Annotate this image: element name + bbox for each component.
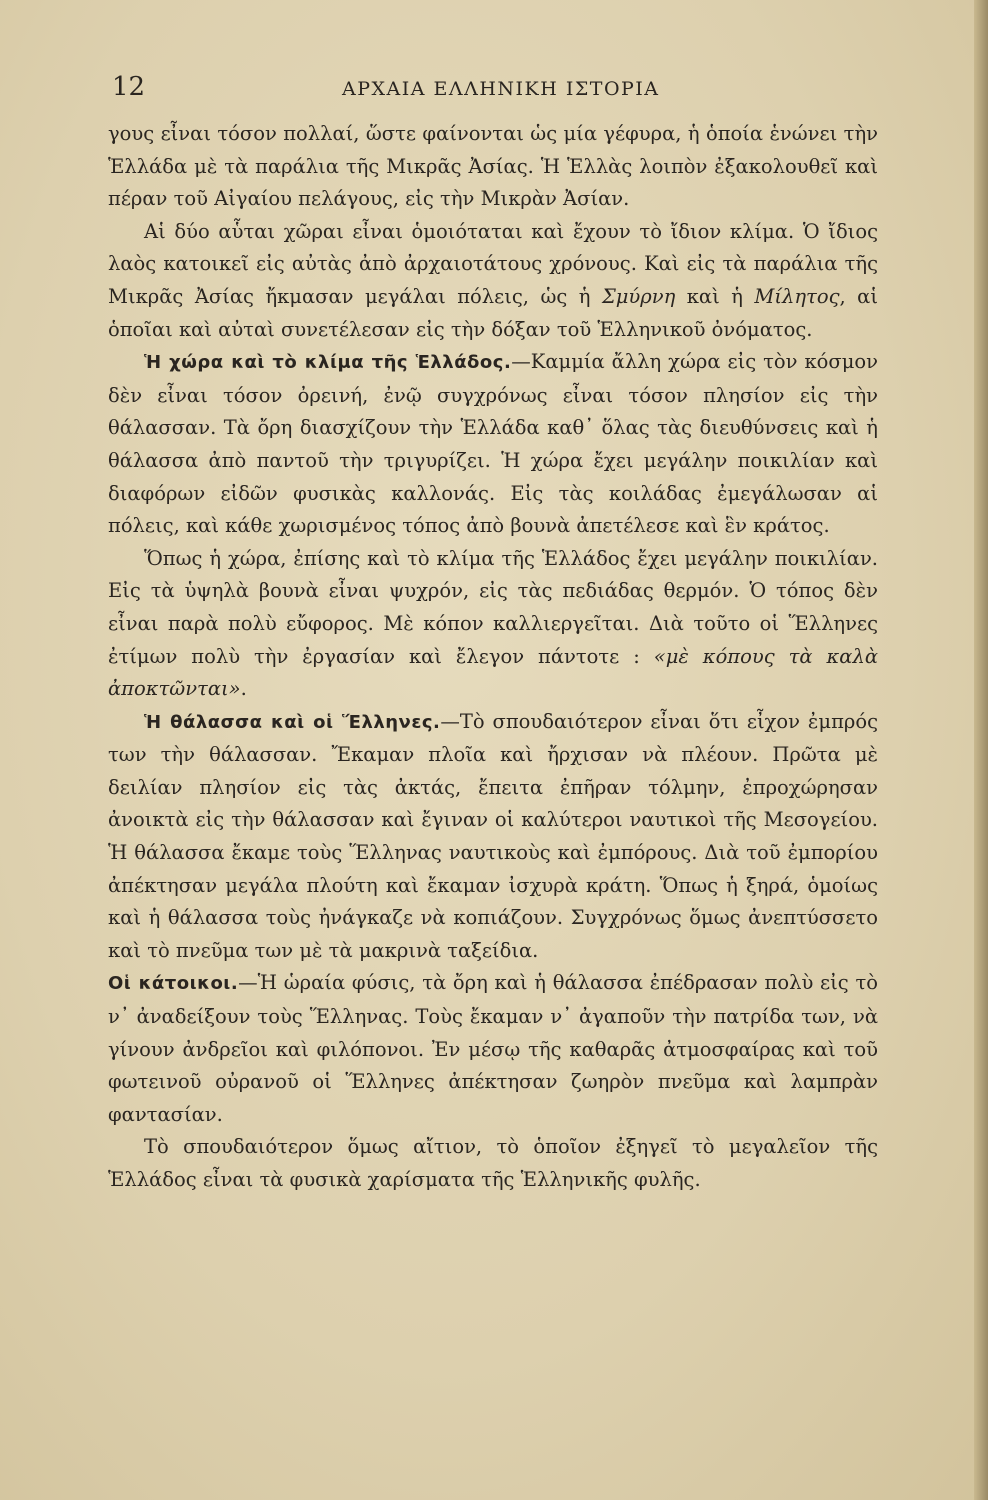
paragraph-3 bbox=[108, 346, 878, 543]
running-title: ΑΡΧΑΙΑ ΕΛΛΗΝΙΚΗ ΙΣΤΟΡΙΑ bbox=[342, 78, 660, 100]
paragraph-1: γους εἶναι τόσον πολλαί, ὥστε φαίνονται ὡς μία γέφυρα, ἡ ὁποία ἑνώνει τὴν Ἑλλάδα μὲ τὰ παράλια τῆς Μικρᾶς Ἀσίας. Ἡ Ἑλλὰς λοιπὸν ἐξακολουθεῖ καὶ πέραν τοῦ Αἰγαίου πελάγους, εἰς τὴν Μικρὰν Ἀσίαν. bbox=[108, 122, 878, 211]
paragraph-7: Τὸ σπουδαιότερον ὅμως αἴτιον, τὸ ὁποῖον ἐξηγεῖ τὸ μεγαλεῖον τῆς Ἑλλάδος εἶναι τὰ φυσικὰ χαρίσματα τῆς Ἑλληνικῆς φυλῆς. bbox=[108, 1135, 878, 1191]
paragraph-5-text: —Τὸ σπουδαιότερον εἶναι ὅτι εἶχον ἐμπρός των τὴν θάλασσαν. Ἔκαμαν πλοῖα καὶ ἤρχισαν νὰ πλέουν. Πρῶτα μὲ δειλίαν πλησίον εἰς τὰς ἀκτάς, ἔπειτα ἐπῆραν τόλμην, ἐπροχώρησαν ἀνοικτὰ εἰς τὴν θάλασσαν καὶ ἔγιναν οἱ καλύτεροι ναυτικοὶ τῆς Μεσογείου. Ἡ θάλασσα ἔκαμε τοὺς Ἕλληνας ναυτικοὺς καὶ ἐμπόρους. Διὰ τοῦ ἐμπορίου ἀπέκτησαν μεγάλα πλούτη καὶ ἔκαμαν ἰσχυρὰ κράτη. Ὅπως ἡ ξηρά, ὁμοίως καὶ ἡ θάλασσα τοὺς ἠνάγκαζε νὰ κοπιάζουν. Συγχρόνως ὅμως ἀνεπτύσσετο καὶ τὸ πνεῦμα των μὲ τὰ μακρινὰ ταξείδια. bbox=[108, 709, 879, 962]
place-name-smyrni: Σμύρνη bbox=[601, 284, 676, 308]
paragraph-2-text-c: , αἱ ὁποῖαι καὶ αὐταὶ συνετέλεσαν εἰς τὴν δόξαν τοῦ Ἑλληνικοῦ ὀνόματος. bbox=[108, 284, 878, 341]
paragraph-3-text: —Καμμία ἄλλη χώρα εἰς τὸν κόσμον δὲν εἶναι τόσον ὀρεινή, ἐνῷ συγχρόνως εἶναι τόσον πλησίον εἰς τὴν θάλασσαν. Τὰ ὄρη διασχίζουν τὴν Ἑλλάδα καθ᾽ ὅλας τὰς διευθύνσεις καὶ ἡ θάλασσα ἀπὸ παντοῦ τὴν τριγυρίζει. Ἡ χώρα ἔχει μεγάλην ποικιλίαν καὶ διαφόρων εἰδῶν φυσικὰς καλλονάς. Εἰς τὰς κοιλάδας ἐμεγάλωσαν αἱ πόλεις, καὶ κάθε χωρισμένος τόπος ἀπὸ βουνὰ ἀπετέλεσε καὶ ἓν κράτος. bbox=[108, 350, 878, 538]
paragraph-2 bbox=[108, 216, 878, 346]
proverb-quote: «μὲ κόπους τὰ καλὰ ἀποκτῶνται» bbox=[108, 644, 878, 701]
paragraph-4 bbox=[108, 543, 878, 706]
page-header bbox=[112, 72, 882, 112]
section-heading-sea: Ἡ θάλασσα καὶ οἱ Ἕλληνες. bbox=[144, 711, 441, 733]
paragraph-2-text-b: καὶ ἡ bbox=[675, 284, 755, 308]
page-body bbox=[108, 118, 878, 1197]
page-edge bbox=[974, 0, 988, 1500]
paragraph-6 bbox=[108, 967, 878, 1131]
paragraph-5 bbox=[108, 706, 878, 968]
paragraph-2-text-a: Αἱ δύο αὗται χῶραι εἶναι ὁμοιόταται καὶ ἔχουν τὸ ἴδιον κλίμα. Ὁ ἴδιος λαὸς κατοικεῖ εἰς αὐτὰς ἀπὸ ἀρχαιοτάτους χρόνους. Καὶ εἰς τὰ παράλια τῆς Μικρᾶς Ἀσίας ἤκμασαν μεγάλαι πόλεις, ὡς ἡ bbox=[108, 219, 878, 308]
paragraph-4-text: Ὅπως ἡ χώρα, ἐπίσης καὶ τὸ κλίμα τῆς Ἑλλάδος ἔχει μεγάλην ποικιλίαν. Εἰς τὰ ὑψηλὰ βουνὰ εἶναι ψυχρόν, εἰς τὰς πεδιάδας θερμόν. Ὁ τόπος δὲν εἶναι παρὰ πολὺ εὔφορος. Μὲ κόπον καλλιεργεῖται. Διὰ τοῦτο οἱ Ἕλληνες ἐτίμων πολὺ τὴν ἐργασίαν καὶ ἔλεγον πάντοτε : bbox=[108, 546, 878, 668]
paragraph-4-end: . bbox=[240, 677, 247, 701]
page-number: 12 bbox=[112, 72, 146, 102]
paragraph-6-text: —Ἡ ὡραία φύσις, τὰ ὄρη καὶ ἡ θάλασσα ἐπέδρασαν πολὺ εἰς τὸ ν᾽ ἀναδείξουν τοὺς Ἕλληνας. Τοὺς ἔκαμαν ν᾽ ἀγαποῦν τὴν πατρίδα των, νὰ γίνουν ἀνδρεῖοι καὶ φιλόπονοι. Ἐν μέσῳ τῆς καθαρᾶς ἀτμοσφαίρας καὶ τοῦ φωτεινοῦ οὐρανοῦ οἱ Ἕλληνες ἀπέκτησαν ζωηρὸν πνεῦμα καὶ λαμπρὰν φαντασίαν. bbox=[108, 971, 878, 1126]
place-name-miletos: Μίλητος bbox=[754, 284, 840, 308]
section-heading-inhabitants: Οἱ κάτοικοι. bbox=[108, 973, 239, 995]
section-heading-land-climate: Ἡ χώρα καὶ τὸ κλίμα τῆς Ἑλλάδος. bbox=[144, 352, 512, 374]
